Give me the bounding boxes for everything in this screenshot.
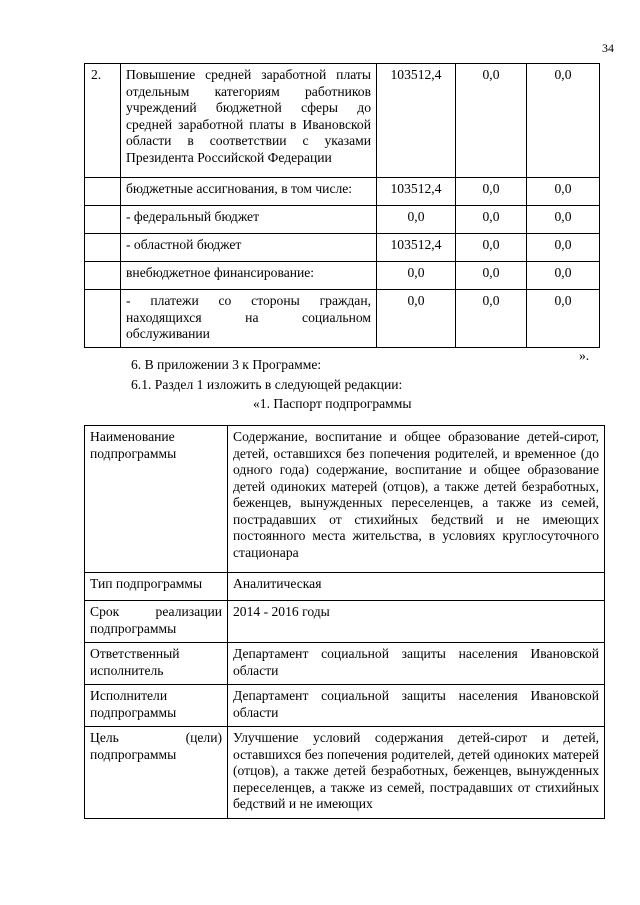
paragraph: 6.1. Раздел 1 изложить в следующей редакции: (131, 377, 403, 392)
value-cell: 0,0 (456, 262, 527, 290)
table-row (85, 685, 605, 727)
section-heading: «1. Паспорт подпрограммы (253, 396, 412, 411)
row-label: внебюджетное финансирование: (121, 262, 377, 290)
field-label: Срок реализации подпрограммы (85, 601, 228, 643)
table-row (85, 573, 605, 601)
field-value: Улучшение условий содержания детей-сирот и детей, оставшихся без попечения родителей, детей одиноких матерей (отцов), а также детей безработных, беженцев, вынужденных переселенцев, а также из семей, пострадавших от стихийных бедствий и не имеющих (228, 727, 605, 819)
table-row (85, 601, 605, 643)
row-label: - областной бюджет (121, 234, 377, 262)
value-cell: 0,0 (456, 64, 527, 178)
table-row (85, 178, 600, 206)
closing-quote: ». (579, 348, 590, 363)
value-cell: 0,0 (527, 206, 600, 234)
funding-table (84, 63, 600, 348)
value-cell: 103512,4 (377, 64, 456, 178)
value-cell: 103512,4 (377, 234, 456, 262)
value-cell: 0,0 (527, 178, 600, 206)
value-cell: 0,0 (456, 206, 527, 234)
table-row (85, 206, 600, 234)
field-value: Департамент социальной защиты населения Ивановской области (228, 643, 605, 685)
row-label: бюджетные ассигнования, в том числе: (121, 178, 377, 206)
field-value: 2014 - 2016 годы (228, 601, 605, 643)
table-row (85, 234, 600, 262)
value-cell: 0,0 (456, 234, 527, 262)
row-label: - платежи со стороны граждан, находящихся на социальном обслуживании (121, 290, 377, 348)
value-cell: 0,0 (456, 290, 527, 348)
value-cell: 0,0 (527, 262, 600, 290)
row-number (85, 234, 121, 262)
page-number: 34 (602, 41, 614, 55)
paragraph: 6. В приложении 3 к Программе: (131, 357, 322, 372)
field-value: Департамент социальной защиты населения Ивановской области (228, 685, 605, 727)
field-label: Исполнители подпрограммы (85, 685, 228, 727)
table-row (85, 64, 600, 178)
row-number (85, 206, 121, 234)
field-label: Цель (цели) подпрограммы (85, 727, 228, 819)
value-cell: 0,0 (377, 262, 456, 290)
table-row (85, 643, 605, 685)
table-row (85, 262, 600, 290)
row-number: 2. (85, 64, 121, 178)
table-row (85, 727, 605, 819)
value-cell: 103512,4 (377, 178, 456, 206)
field-value: Содержание, воспитание и общее образование детей-сирот, детей, оставшихся без попечения родителей, и временное (до одного года) содержание, воспитание и общее образование детей одиноких матерей (отцов), а также детей безработных, беженцев, вынужденных переселенцев, а также из семей, пострадавших от стихийных бедствий и не имеющих постоянного места жительства, в условиях круглосуточного стационара (228, 426, 605, 573)
value-cell: 0,0 (377, 290, 456, 348)
row-number (85, 178, 121, 206)
value-cell: 0,0 (377, 206, 456, 234)
passport-table (84, 425, 605, 819)
row-label: Повышение средней заработной платы отдельным категориям работников учреждений бюджетной сферы до средней заработной платы в Ивановской области в соответствии с указами Президента Российской Федерации (121, 64, 377, 178)
value-cell: 0,0 (527, 234, 600, 262)
table-row (85, 290, 600, 348)
field-label: Наименование подпрограммы (85, 426, 228, 573)
value-cell: 0,0 (527, 290, 600, 348)
row-label: - федеральный бюджет (121, 206, 377, 234)
row-number (85, 262, 121, 290)
field-label: Ответственный исполнитель (85, 643, 228, 685)
field-value: Аналитическая (228, 573, 605, 601)
table-row (85, 426, 605, 573)
row-number (85, 290, 121, 348)
value-cell: 0,0 (527, 64, 600, 178)
field-label: Тип подпрограммы (85, 573, 228, 601)
value-cell: 0,0 (456, 178, 527, 206)
